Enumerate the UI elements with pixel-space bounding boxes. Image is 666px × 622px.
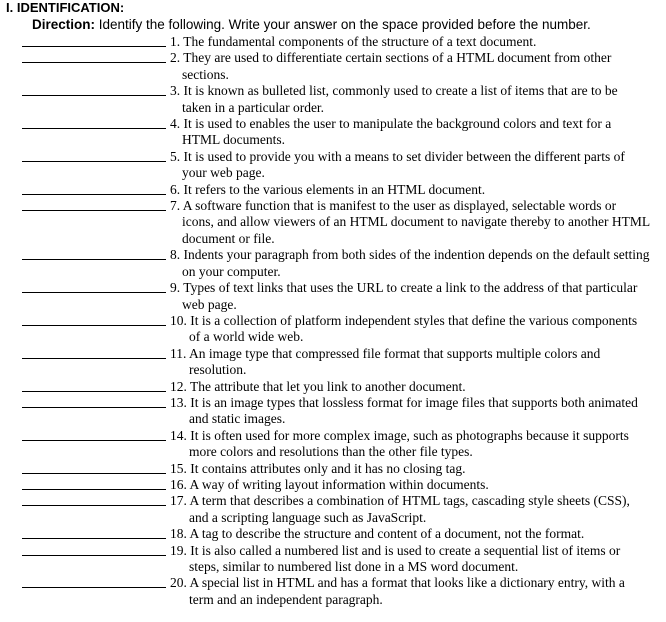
- answer-blank[interactable]: [22, 46, 166, 47]
- question-item: [0, 395, 666, 428]
- answer-blank[interactable]: [22, 505, 166, 506]
- question-text: The fundamental components of the structure of a text document.: [183, 34, 537, 49]
- question-item: [0, 149, 666, 182]
- question-text: It is a collection of platform independent styles that define the various components of a world wide web.: [189, 312, 638, 345]
- question-item: [0, 50, 666, 83]
- question-item: [0, 346, 666, 379]
- question-number: 9.: [170, 280, 181, 296]
- question-text: They are used to differentiate certain sections of a HTML document from other sections.: [182, 50, 612, 82]
- question-item: [0, 575, 666, 608]
- direction-label: Direction:: [32, 17, 96, 32]
- answer-blank[interactable]: [22, 587, 166, 588]
- question-item: [0, 313, 666, 346]
- question-number: 3.: [170, 83, 181, 99]
- question-number: 6.: [170, 181, 181, 197]
- question-text: A term that describes a combination of HTML tags, cascading style sheets (CSS), and a scripting language such as JavaScript.: [189, 493, 630, 525]
- answer-blank[interactable]: [22, 210, 166, 211]
- question-item: [0, 493, 666, 526]
- question-number: 15.: [170, 460, 187, 476]
- question-number: 12.: [170, 378, 187, 394]
- question-text: It refers to the various elements in an HTML document.: [183, 181, 486, 197]
- answer-blank[interactable]: [22, 538, 166, 539]
- question-number: 8.: [170, 247, 181, 263]
- question-text: Indents your paragraph from both sides of the indention depends on the default setting on your computer.: [182, 247, 650, 279]
- question-item: [0, 477, 666, 493]
- question-number: 19.: [170, 542, 187, 558]
- question-number: 10.: [170, 312, 187, 328]
- question-text: A way of writing layout information within documents.: [189, 476, 489, 492]
- question-number: 18.: [170, 526, 187, 542]
- question-item: [0, 198, 666, 247]
- question-item: [0, 116, 666, 149]
- question-number: 16.: [170, 476, 187, 492]
- question-text: It is used to provide you with a means to set divider between the different parts of your web page.: [182, 148, 625, 181]
- question-text: An image type that compressed file format that supports multiple colors and resolution.: [189, 345, 601, 378]
- section-heading: I. IDENTIFICATION:: [6, 0, 125, 15]
- direction-line: [32, 16, 591, 33]
- answer-blank[interactable]: [22, 128, 166, 129]
- answer-blank[interactable]: [22, 161, 166, 162]
- answer-blank[interactable]: [22, 259, 166, 260]
- question-text: It is known as bulleted list, commonly used to create a list of items that are to be taken in a particular order.: [182, 83, 618, 115]
- question-text: Types of text links that uses the URL to create a link to the address of that particular web page.: [182, 280, 638, 312]
- question-text: It contains attributes only and it has no closing tag.: [190, 460, 466, 476]
- question-item: [0, 182, 666, 198]
- question-text: It is often used for more complex image, such as photographs because it supports more colors and resolutions than the other file types.: [189, 427, 629, 460]
- answer-blank[interactable]: [22, 489, 166, 490]
- question-item: [0, 34, 666, 50]
- answer-blank[interactable]: [22, 62, 166, 63]
- answer-blank[interactable]: [22, 325, 166, 326]
- answer-blank[interactable]: [22, 391, 166, 392]
- question-number: 14.: [170, 427, 187, 443]
- question-number: 17.: [170, 493, 187, 509]
- answer-blank[interactable]: [22, 407, 166, 408]
- question-text: A special list in HTML and has a format that looks like a dictionary entry, with a term and an independent paragraph.: [189, 575, 625, 607]
- question-item: [0, 83, 666, 116]
- question-number: 20.: [170, 575, 187, 591]
- answer-blank[interactable]: [22, 194, 166, 195]
- question-item: [0, 247, 666, 280]
- answer-blank[interactable]: [22, 292, 166, 293]
- question-item: [0, 543, 666, 576]
- question-text: A software function that is manifest to the user as displayed, selectable words or icons, and allow viewers of an HTML document to navigate thereby to another HTML document or file.: [182, 198, 650, 246]
- answer-blank[interactable]: [22, 555, 166, 556]
- question-number: 5.: [170, 148, 181, 164]
- question-item: [0, 526, 666, 542]
- question-number: 7.: [170, 198, 181, 214]
- question-text: A tag to describe the structure and content of a document, not the format.: [189, 526, 585, 542]
- question-text: The attribute that let you link to another document.: [190, 378, 466, 394]
- answer-blank[interactable]: [22, 358, 166, 359]
- question-number: 11.: [170, 345, 187, 361]
- question-item: [0, 379, 666, 395]
- question-list: [0, 34, 666, 608]
- question-number: 13.: [170, 394, 187, 410]
- answer-blank[interactable]: [22, 440, 166, 441]
- question-text: It is also called a numbered list and is used to create a sequential list of items or steps, similar to numbered list done in a MS word document.: [189, 542, 621, 574]
- question-number: 4.: [170, 116, 181, 132]
- question-item: [0, 428, 666, 461]
- question-item: [0, 280, 666, 313]
- question-text: It is used to enables the user to manipulate the background colors and text for a HTML documents.: [182, 116, 612, 148]
- question-number: 1.: [170, 34, 181, 49]
- question-text: It is an image types that lossless format for image files that supports both animated and static images.: [189, 394, 638, 427]
- answer-blank[interactable]: [22, 95, 166, 96]
- question-number: 2.: [170, 50, 181, 66]
- direction-text: Identify the following. Write your answer on the space provided before the number.: [95, 17, 591, 32]
- answer-blank[interactable]: [22, 473, 166, 474]
- question-item: [0, 461, 666, 477]
